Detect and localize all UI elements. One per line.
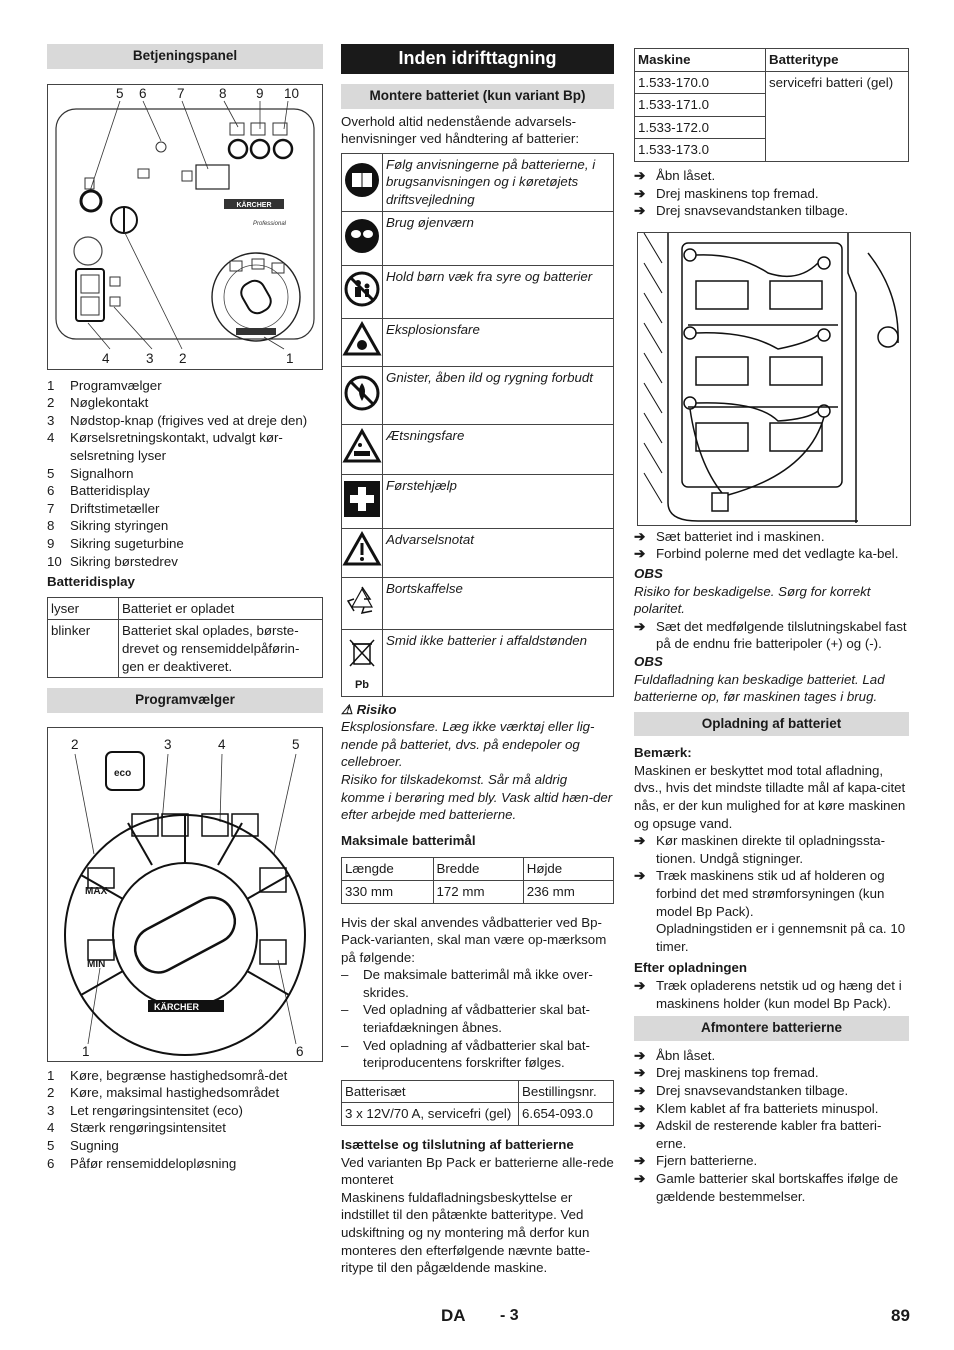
battery-display-heading: Batteridisplay — [47, 574, 135, 590]
step-text: Træk maskinens stik ud af holderen og forbind det med strømforsyningen (kun model Bp Pack). — [656, 868, 885, 919]
list-item — [341, 1037, 614, 1072]
warning-icon-cell — [342, 318, 383, 366]
table-cell: lyser — [48, 597, 119, 620]
step-item — [634, 618, 909, 653]
step-text: Drej snavsevandstanken tilbage. — [656, 203, 849, 219]
table-cell: blinker — [48, 620, 119, 678]
arrow-right-icon: ➔ — [634, 1082, 646, 1098]
legend-item — [47, 553, 323, 571]
obs-title-1: OBS — [634, 565, 663, 581]
list-item — [341, 1001, 614, 1036]
step-item — [634, 977, 909, 1012]
legend-item — [47, 1084, 323, 1102]
warning-icon — [342, 530, 382, 575]
step-text: Drej maskinens top fremad. — [656, 185, 819, 201]
callout-5: 5 — [116, 85, 124, 101]
warning-text: Ætsningsfare — [383, 424, 614, 474]
dash-bullet: – — [341, 1002, 349, 1018]
min-label: MIN — [87, 958, 106, 970]
callout-7: 7 — [177, 85, 185, 101]
legend-item — [47, 1155, 323, 1173]
step-item — [634, 185, 909, 203]
warning-text: Brug øjenværn — [383, 211, 614, 265]
note-title: Bemærk: — [634, 745, 692, 761]
risk-text-1: Eksplosionsfare. Læg ikke værktøj eller lig-nende på batteriet, dvs. på endepoler og cellebroer. — [341, 719, 595, 770]
table-cell: 172 mm — [433, 880, 523, 903]
table-row — [342, 366, 614, 424]
callout-2: 2 — [179, 350, 187, 366]
legend-item — [47, 429, 323, 464]
legend-number: 9 — [47, 535, 55, 551]
warning-text: Hold børn væk fra syre og batterier — [383, 265, 614, 318]
battery-set-table — [341, 1080, 614, 1126]
no-children-icon — [342, 269, 382, 314]
legend-item — [47, 517, 323, 535]
table-cell: 1.533-173.0 — [635, 139, 766, 162]
obs-title-2: OBS — [634, 653, 663, 669]
footer-lang: DA — [441, 1306, 466, 1325]
warning-icon-cell — [342, 366, 383, 424]
step-text: Åbn låset. — [656, 1047, 716, 1063]
legend-number: 4 — [47, 430, 55, 446]
table-row — [48, 597, 323, 620]
warning-text: Bortskaffelse — [383, 577, 614, 629]
column-left — [47, 44, 323, 1172]
step-text: Forbind polerne med det vedlagte ka-bel. — [656, 546, 899, 562]
list-item-text: Ved opladning af vådbatterier skal bat-teriproducentens forskrifter følges. — [363, 1037, 590, 1071]
step-item — [634, 545, 909, 563]
wet-intro: Hvis der skal anvendes vådbatterier ved Bp-Pack-varianten, skal man være op-mærksom på følgende: — [341, 914, 607, 965]
svg-text:Professional: Professional — [252, 220, 286, 227]
arrow-right-icon: ➔ — [634, 1065, 646, 1081]
legend-text: Kørselsretningskontakt, udvalgt kør-selsretning lyser — [70, 430, 283, 463]
legend-text: Stærk rengøringsintensitet — [70, 1120, 226, 1136]
arrow-right-icon: ➔ — [634, 1100, 646, 1116]
step-item — [634, 167, 909, 185]
step-item — [634, 1170, 909, 1205]
step-item — [634, 832, 909, 867]
legend-item — [47, 1137, 323, 1155]
table-row — [342, 858, 614, 881]
table-header: Bredde — [433, 858, 523, 881]
legend-text: Køre, maksimal hastighedsområdet — [70, 1085, 280, 1101]
legend-text: Sugning — [70, 1138, 119, 1154]
arrow-right-icon: ➔ — [634, 1153, 646, 1169]
column-right — [634, 44, 909, 1205]
dims-table — [341, 857, 614, 903]
step-item — [634, 1152, 909, 1170]
arrow-right-icon: ➔ — [634, 868, 646, 884]
table-cell: Batteriet skal oplades, børste-drevet og rensemiddelpåførin-gen er deaktiveret. — [119, 620, 323, 678]
callout-10: 10 — [284, 85, 300, 101]
table-row — [342, 153, 614, 211]
legend-text: Sikring børstedrev — [70, 553, 178, 569]
arrow-right-icon: ➔ — [634, 1047, 646, 1063]
legend-number: 7 — [47, 500, 55, 516]
arrow-right-icon: ➔ — [634, 528, 646, 544]
warning-icon-cell — [342, 528, 383, 577]
legend-number: 3 — [47, 1102, 55, 1118]
table-row — [635, 71, 909, 94]
dims-heading: Maksimale batterimål — [341, 832, 476, 848]
explosion-icon — [342, 320, 382, 365]
legend-number: 5 — [47, 1138, 55, 1154]
recycle-icon — [342, 581, 382, 626]
legend-item — [47, 500, 323, 518]
step-text: Åbn låset. — [656, 167, 716, 183]
risk-title-text: Risiko — [356, 701, 397, 717]
eco-label: eco — [114, 767, 132, 779]
warning-icon-cell — [342, 265, 383, 318]
battery-display-table — [47, 597, 323, 678]
legend-text: Let rengøringsintensitet (eco) — [70, 1102, 243, 1118]
main-heading: Inden idrifttagning — [341, 44, 614, 74]
max-label: MAX — [85, 885, 108, 897]
section-heading-remove: Afmontere batterierne — [634, 1016, 909, 1041]
table-header: Batteritype — [766, 49, 909, 72]
callout-4: 4 — [218, 736, 226, 752]
table-cell: servicefri batteri (gel) — [766, 71, 909, 161]
table-row — [48, 620, 323, 678]
footer-page-num: 89 — [891, 1306, 910, 1325]
table-row — [342, 629, 614, 696]
arrow-right-icon: ➔ — [634, 167, 646, 183]
dash-bullet: – — [341, 1037, 349, 1053]
book-icon — [342, 160, 382, 205]
warning-text: Smid ikke batterier i affaldstønden — [383, 629, 614, 696]
table-header: Maskine — [635, 49, 766, 72]
section-heading-charging: Opladning af batteriet — [634, 712, 909, 737]
table-row — [342, 880, 614, 903]
sub-heading-mount-battery: Montere batteriet (kun variant Bp) — [341, 84, 614, 109]
warning-icon-cell — [342, 474, 383, 528]
table-header: Højde — [523, 858, 613, 881]
step-item — [634, 1047, 909, 1065]
callout-8: 8 — [219, 85, 227, 101]
arrow-right-icon: ➔ — [634, 1118, 646, 1134]
legend-text: Påfør rensemiddelopløsning — [70, 1155, 237, 1171]
risk-title: ⚠ Risiko — [341, 701, 397, 717]
table-row — [342, 265, 614, 318]
step-text: Sæt det medfølgende tilslutningskabel fast på de endnu frie batteripoler (+) og (-). — [656, 618, 907, 652]
callout-9: 9 — [256, 85, 264, 101]
legend-item — [47, 1119, 323, 1137]
legend-text: Programvælger — [70, 377, 162, 393]
goggles-icon — [342, 216, 382, 261]
table-row — [342, 211, 614, 265]
list-item-text: De maksimale batterimål må ikke over-skrides. — [363, 967, 593, 1000]
table-header: Bestillingsnr. — [519, 1080, 614, 1103]
brand-logo: KÄRCHER — [154, 1001, 199, 1012]
warning-text: Advarselsnotat — [383, 528, 614, 577]
legend-text: Sikring styringen — [70, 518, 169, 534]
warning-icon-cell — [342, 577, 383, 629]
table-cell: 3 x 12V/70 A, servicefri (gel) — [342, 1103, 519, 1126]
legend-item — [47, 412, 323, 430]
legend-number: 4 — [47, 1120, 55, 1136]
step-text: Fjern batterierne. — [656, 1153, 758, 1169]
step-text: Drej maskinens top fremad. — [656, 1065, 819, 1081]
column-middle — [341, 44, 614, 1277]
table-cell: 330 mm — [342, 880, 434, 903]
machine-table — [634, 48, 909, 162]
table-row — [635, 49, 909, 72]
callout-2: 2 — [71, 736, 79, 752]
note-text: Maskinen er beskyttet mod total afladning, dvs., hvis det mindste tilladte mål af kapa-citet nås, er der kun mulighed for at køre maskinen og opsuge vand. — [634, 762, 906, 831]
arrow-right-icon: ➔ — [634, 185, 646, 201]
arrow-right-icon: ➔ — [634, 203, 646, 219]
callout-3: 3 — [146, 350, 154, 366]
section-heading-selector: Programvælger — [47, 688, 323, 713]
control-panel-figure — [47, 84, 323, 370]
warning-table — [341, 153, 614, 697]
program-selector-figure — [47, 727, 323, 1062]
arrow-right-icon: ➔ — [634, 1170, 646, 1186]
table-cell: 6.654-093.0 — [519, 1103, 614, 1126]
insert-text-2: Maskinens fuldafladningsbeskyttelse er indstillet til den påtænkte batteritype. Ved udskiftning og ny montering må derfor kun monteres den efterfølgende nævnte batte-ritype til den pågældende maskine. — [341, 1189, 591, 1276]
legend-number: 1 — [47, 377, 55, 393]
obs-text-1: Risiko for beskadigelse. Sørg for korrekt polaritet. — [634, 583, 871, 617]
wet-list — [341, 966, 614, 1072]
footer-page-local: - 3 — [500, 1307, 519, 1324]
callout-1: 1 — [82, 1043, 90, 1059]
svg-text:KÄRCHER: KÄRCHER — [236, 201, 272, 209]
table-header: Batterisæt — [342, 1080, 519, 1103]
warning-text: Gnister, åben ild og rygning forbudt — [383, 366, 614, 424]
warning-text: Følg anvisningerne på batterierne, i brugsanvisningen og i køretøjets driftsvejledning — [383, 153, 614, 211]
callout-4: 4 — [102, 350, 110, 366]
legend-text: Nøglekontakt — [70, 395, 149, 411]
legend-item — [47, 535, 323, 553]
step-text: Træk opladerens netstik ud og hæng det i maskinens holder (kun model Bp Pack). — [656, 978, 902, 1011]
step-item — [634, 1100, 909, 1118]
step-text: Adskil de resterende kabler fra batteri-erne. — [656, 1118, 882, 1151]
table-row — [342, 474, 614, 528]
legend-text: Driftstimetæller — [70, 500, 160, 516]
table-row — [342, 1080, 614, 1103]
warning-text: Eksplosionsfare — [383, 318, 614, 366]
arrow-right-icon: ➔ — [634, 546, 646, 562]
control-panel-legend — [47, 377, 323, 571]
step-text: Sæt batteriet ind i maskinen. — [656, 528, 825, 544]
step-item — [634, 528, 909, 546]
section-heading-control-panel: Betjeningspanel — [47, 44, 323, 69]
legend-number: 5 — [47, 465, 55, 481]
list-item-text: Ved opladning af vådbatterier skal bat-teriafdækningen åbnes. — [363, 1002, 590, 1036]
legend-item — [47, 1067, 323, 1085]
callout-6: 6 — [139, 85, 147, 101]
after-heading: Efter opladningen — [634, 960, 748, 976]
first-aid-icon — [342, 479, 382, 524]
step-text: Gamle batterier skal bortskaffes ifølge de gældende bestemmelser. — [656, 1170, 899, 1204]
no-fire-icon — [342, 373, 382, 418]
obs-text-2: Fuldafladning kan beskadige batteriet. Lad batterierne op, før maskinen tages i brug. — [634, 671, 885, 705]
legend-number: 2 — [47, 395, 55, 411]
legend-item — [47, 377, 323, 395]
no-bin-icon — [342, 634, 382, 679]
callout-6: 6 — [296, 1043, 304, 1059]
legend-number: 3 — [47, 412, 55, 428]
table-row — [342, 318, 614, 366]
pb-label: Pb — [354, 678, 370, 691]
step-item — [634, 1082, 909, 1100]
table-row — [342, 577, 614, 629]
control-panel-drawing — [48, 85, 322, 369]
steps-connect — [634, 618, 909, 653]
legend-number: 6 — [47, 1155, 55, 1171]
table-cell: Batteriet er opladet — [119, 597, 323, 620]
step-item — [634, 202, 909, 220]
table-cell: 1.533-172.0 — [635, 116, 766, 139]
warning-icon-cell — [342, 629, 383, 696]
step-text: Klem kablet af fra batteriets minuspol. — [656, 1100, 879, 1116]
warning-icon-cell — [342, 424, 383, 474]
legend-item — [47, 465, 323, 483]
callout-5: 5 — [292, 736, 300, 752]
legend-text: Køre, begrænse hastighedsområ-det — [70, 1067, 288, 1083]
arrow-right-icon: ➔ — [634, 833, 646, 849]
legend-text: Nødstop-knap (frigives ved at dreje den) — [70, 412, 308, 428]
step-item — [634, 1117, 909, 1152]
steps-open — [634, 167, 909, 220]
intro-text: Overhold altid nedenstående advarsels-henvisninger ved håndtering af batterier: — [341, 113, 580, 147]
step-item — [634, 1064, 909, 1082]
legend-number: 10 — [47, 553, 62, 569]
table-cell: 1.533-171.0 — [635, 94, 766, 117]
charge-time: Opladningstiden er i gennemsnit på ca. 10 timer. — [656, 921, 906, 954]
steps-insert — [634, 528, 909, 563]
step-text: Kør maskinen direkte til opladningssta-tionen. Undgå stigninger. — [656, 833, 886, 866]
insert-heading: Isættelse og tilslutning af batterierne — [341, 1137, 574, 1153]
arrow-right-icon: ➔ — [634, 618, 646, 634]
battery-compartment-drawing — [638, 233, 910, 525]
steps-charge — [634, 832, 909, 920]
legend-item — [47, 482, 323, 500]
legend-item — [47, 1102, 323, 1120]
table-row — [342, 1103, 614, 1126]
legend-text: Batteridisplay — [70, 483, 150, 499]
table-row — [342, 528, 614, 577]
legend-number: 1 — [47, 1067, 55, 1083]
insert-text-1: Ved varianten Bp Pack er batterierne alle-rede monteret — [341, 1154, 614, 1188]
legend-text: Sikring sugeturbine — [70, 535, 184, 551]
legend-text: Signalhorn — [70, 465, 134, 481]
warning-icon-cell — [342, 153, 383, 211]
warning-icon-cell — [342, 211, 383, 265]
list-item — [341, 966, 614, 1001]
table-row — [342, 424, 614, 474]
battery-compartment-figure — [637, 232, 911, 526]
step-text: Drej snavsevandstanken tilbage. — [656, 1082, 849, 1098]
table-cell: 236 mm — [523, 880, 613, 903]
program-selector-legend — [47, 1067, 323, 1173]
callout-1: 1 — [286, 350, 294, 366]
legend-number: 8 — [47, 518, 55, 534]
steps-remove — [634, 1047, 909, 1205]
table-header: Længde — [342, 858, 434, 881]
legend-number: 6 — [47, 483, 55, 499]
table-cell: 1.533-170.0 — [635, 71, 766, 94]
step-item — [634, 867, 909, 920]
steps-after — [634, 977, 909, 1012]
risk-text-2: Risiko for tilskadekomst. Sår må aldrig komme i berøring med bly. Vask altid hæn-der efter arbejde med batterierne. — [341, 771, 613, 823]
warning-text: Førstehjælp — [383, 474, 614, 528]
legend-item — [47, 394, 323, 412]
callout-3: 3 — [164, 736, 172, 752]
dash-bullet: – — [341, 967, 349, 983]
legend-number: 2 — [47, 1085, 55, 1101]
arrow-right-icon: ➔ — [634, 978, 646, 993]
corrosive-icon — [342, 427, 382, 472]
